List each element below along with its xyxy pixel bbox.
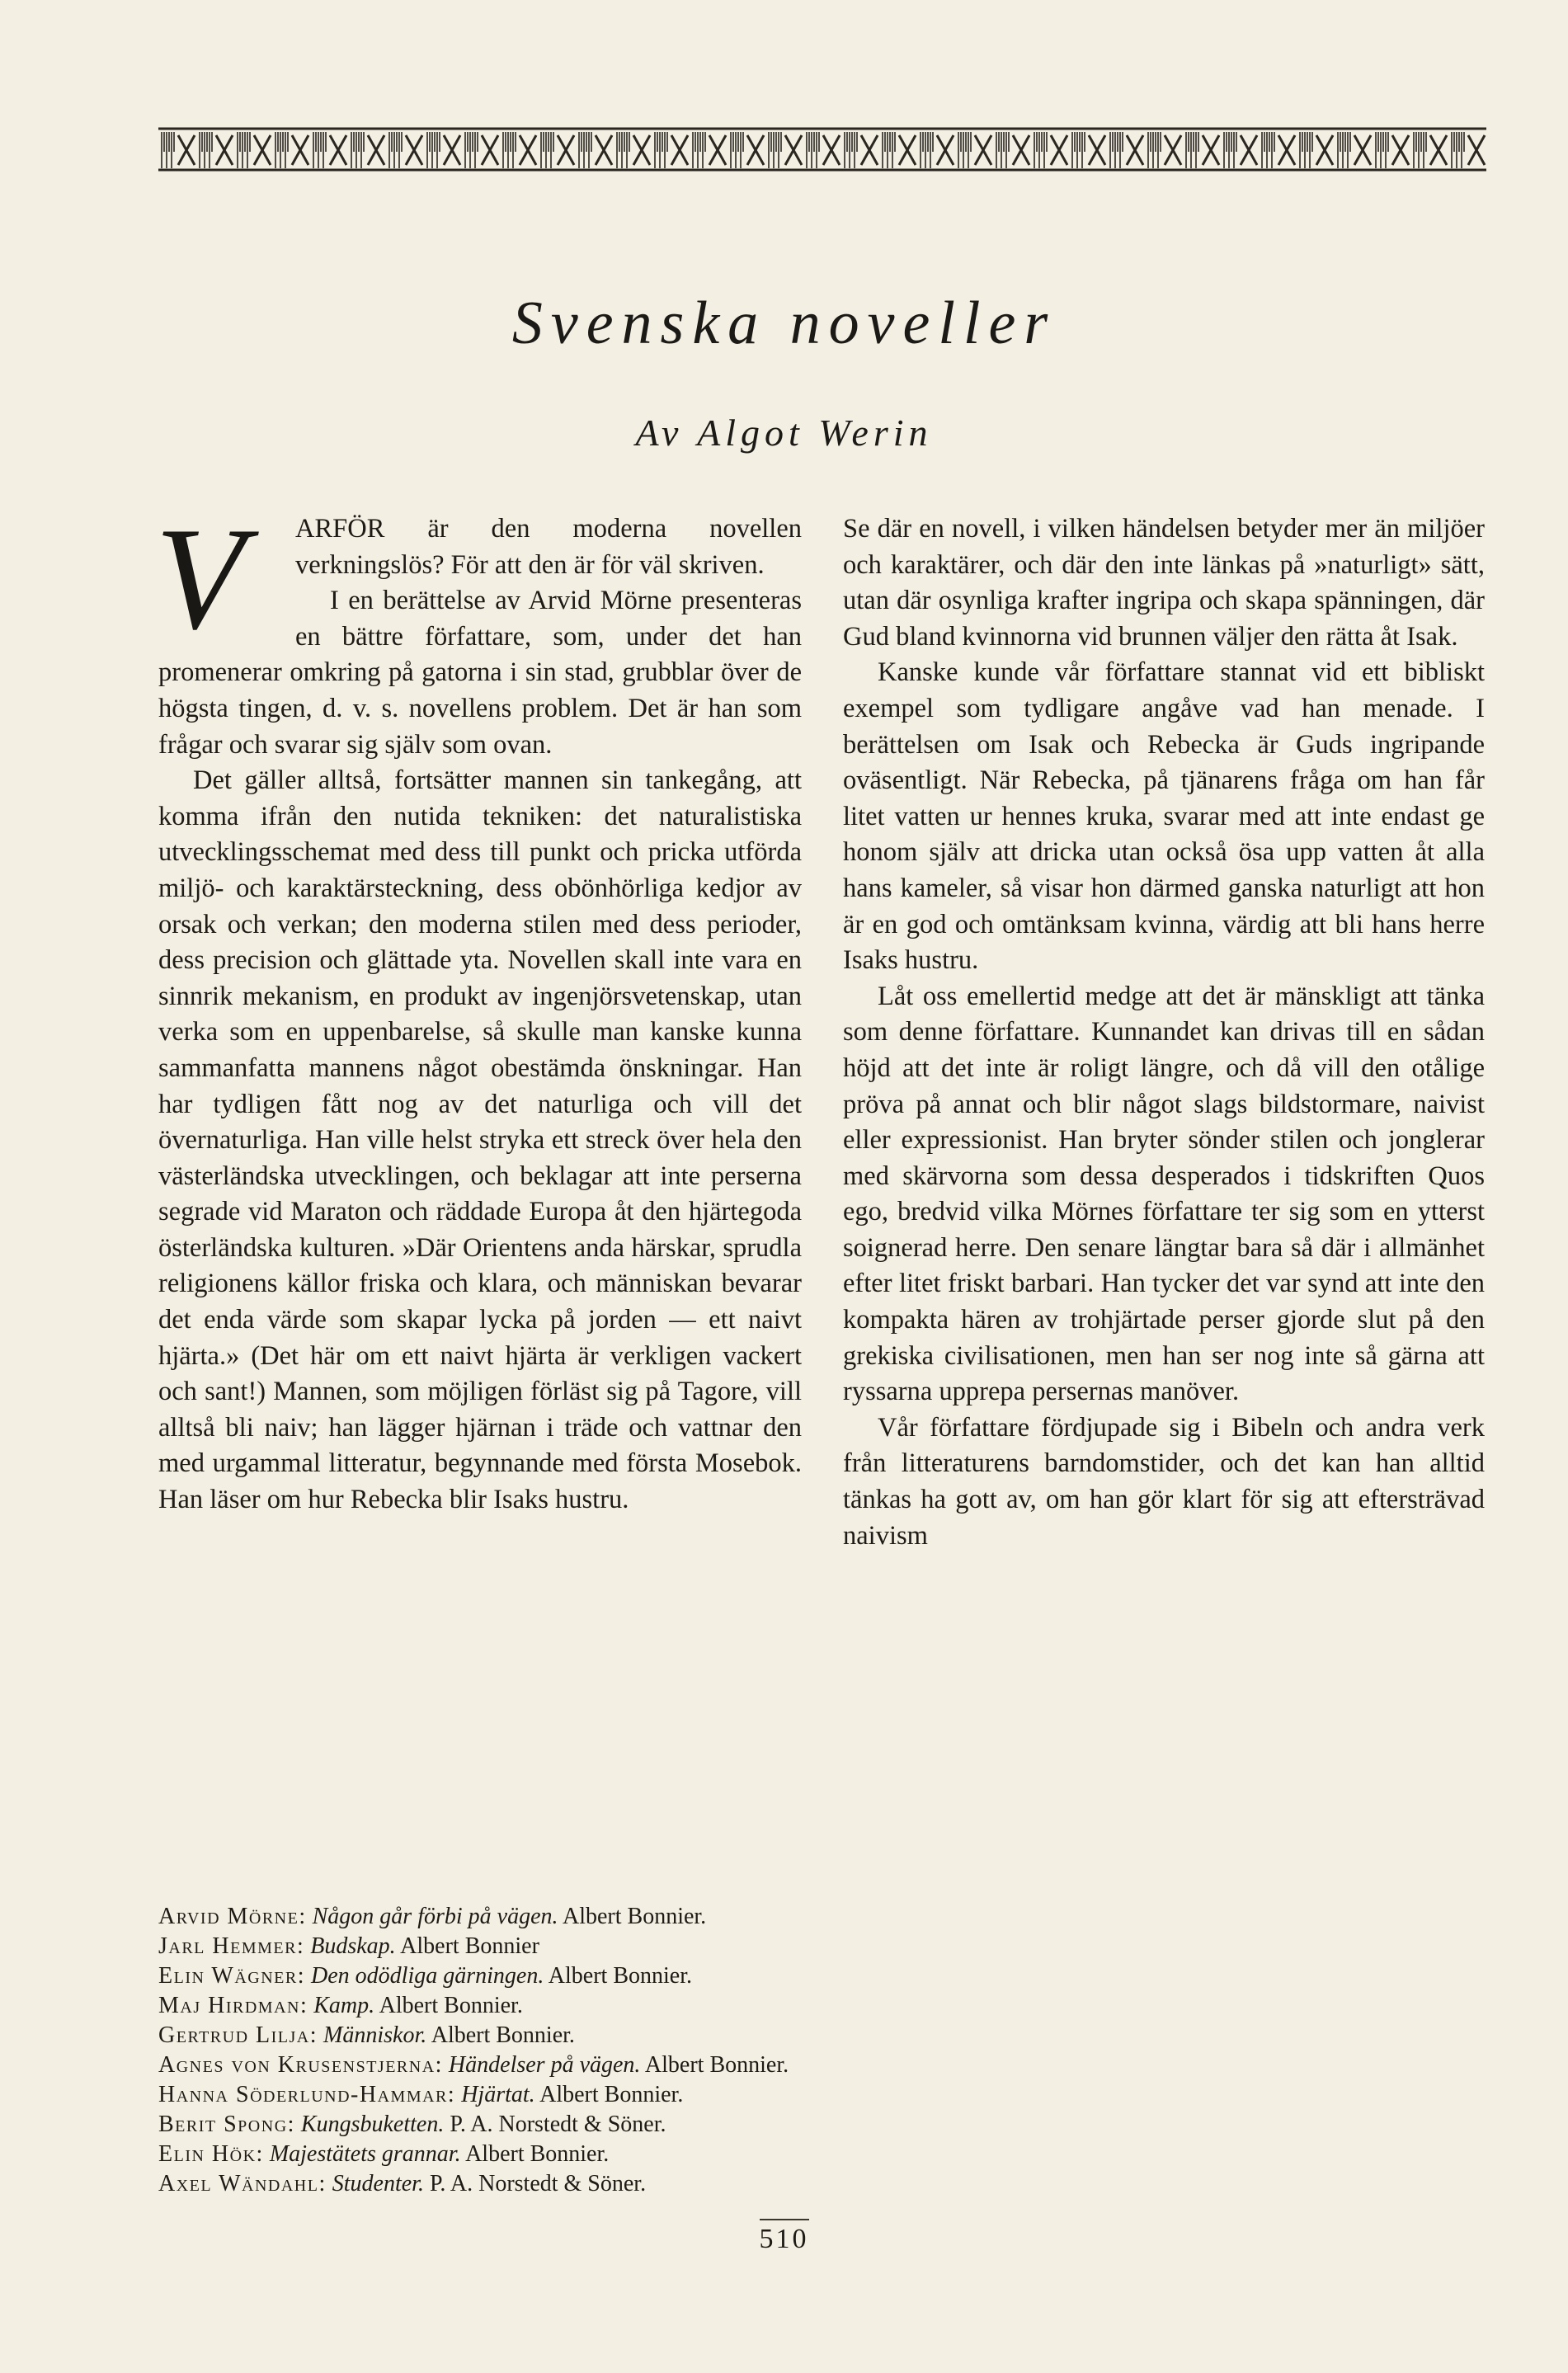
reference-item bbox=[158, 2169, 1396, 2199]
ref-author: Berit Spong: bbox=[158, 2112, 295, 2137]
ref-author: Elin Wägner: bbox=[158, 1963, 306, 1989]
reference-item bbox=[158, 2140, 1396, 2169]
reference-item bbox=[158, 1991, 1396, 2021]
reference-item bbox=[158, 1932, 1396, 1961]
paragraph: Vår författare fördjupade sig i Bibeln och andra verk från litteraturens barndomstider, och det kan han alltid tänkas ha gott av, om han gör klart för sig att eftersträvad naivism bbox=[843, 1412, 1485, 1551]
ref-book: Studenter. bbox=[332, 2171, 424, 2196]
ref-publisher: Albert Bonnier bbox=[400, 1933, 539, 1959]
reference-item bbox=[158, 1961, 1396, 1991]
ref-publisher: Albert Bonnier. bbox=[644, 2052, 789, 2078]
reference-item bbox=[158, 2110, 1396, 2140]
ref-publisher: P. A. Norstedt & Söner. bbox=[429, 2171, 647, 2196]
right-column bbox=[843, 511, 1485, 1554]
ref-author: Axel Wändahl: bbox=[158, 2171, 327, 2196]
ref-publisher: Albert Bonnier. bbox=[431, 2022, 575, 2048]
paragraph: Det gäller alltså, fortsätter mannen sin tankegång, att komma ifrån den nutida tekniken: det naturalistiska utvecklingsschemat med dess till punkt och pricka utförda miljö- och karaktärsteckning, dess obönhörliga kedjor av orsak och verkan; den moderna stilen med dess perioder, dess precision och glättade yta. Novellen skall inte vara en sinnrik mekanism, en produkt av ingenjörsvetenskap, utan verka som en uppenbarelse, så skulle man kanske kunna sammanfatta mannens något obestämda önskningar. Han har tydligen fått nog av det naturliga och vill det övernaturliga. Han ville helst stryka ett streck över hela den västerländska utvecklingen, och beklagar att inte perserna segrade vid Maraton och räddade Europa åt den hjärtegoda österländska kulturen. »Där Orientens anda härskar, sprudla religionens källor friska och klara, och människan bevarar det enda värde som skapar lycka på jorden — ett naivt hjärta.» (Det här om ett naivt hjärta är verkligen vackert och sant!) Mannen, som möjligen förläst sig på Tagore, vill alltså bli naiv; han lägger hjärnan i träde och vattnar den med urgammal litteratur, begynnande med första Mosebok. Han läser om hur Rebecka blir Isaks hustru. bbox=[158, 765, 802, 1515]
paragraph: Se där en novell, i vilken händelsen betyder mer än miljöer och karaktärer, och där den inte länkas på »naturligt» sätt, utan där osynliga krafter ingripa och skapa spänningen, där Gud bland kvinnorna vid brunnen väljer den rätta åt Isak. bbox=[843, 514, 1485, 652]
ref-book: Budskap. bbox=[310, 1933, 396, 1959]
ref-author: Hanna Söderlund-Hammar: bbox=[158, 2082, 456, 2107]
reference-item bbox=[158, 2021, 1396, 2050]
ref-publisher: Albert Bonnier. bbox=[465, 2141, 610, 2167]
ref-book: Kamp. bbox=[313, 1993, 375, 2018]
reference-item bbox=[158, 1902, 1396, 1932]
paragraph: Kanske kunde vår författare stannat vid ett bibliskt exempel som tydligare angåve vad han menade. I berättelsen om Isak och Rebecka är Guds ingripande oväsentligt. När Rebecka, på tjänarens fråga om han får litet vatten ur hennes kruka, svarar med att inte endast ge honom själv att dricka utan också ösa upp vatten åt alla hans kameler, så visar hon därmed ganska naturligt att hon är en god och omtänksam kvinna, värdig att bli hans herre Isaks hustru. bbox=[843, 657, 1485, 976]
ornamental-border bbox=[158, 124, 1486, 175]
page-number-text: 510 bbox=[760, 2219, 809, 2255]
article-title: Svenska noveller bbox=[511, 290, 1057, 357]
reference-item bbox=[158, 2050, 1396, 2080]
reference-item bbox=[158, 2080, 1396, 2110]
ref-author: Arvid Mörne: bbox=[158, 1904, 307, 1929]
ref-publisher: Albert Bonnier. bbox=[548, 1963, 692, 1989]
ref-book: Människor. bbox=[323, 2022, 427, 2048]
ref-book: Någon går förbi på vägen. bbox=[312, 1904, 558, 1929]
ref-author: Gertrud Lilja: bbox=[158, 2022, 318, 2048]
article-byline: Av Algot Werin bbox=[635, 412, 933, 454]
ref-book: Den odödliga gärningen. bbox=[311, 1963, 544, 1989]
page-number bbox=[0, 2219, 1568, 2255]
ref-book: Händelser på vägen. bbox=[448, 2052, 641, 2078]
ref-publisher: Albert Bonnier. bbox=[539, 2082, 684, 2107]
ref-author: Agnes von Krusenstjerna: bbox=[158, 2052, 443, 2078]
left-column bbox=[155, 497, 802, 1518]
ref-publisher: P. A. Norstedt & Söner. bbox=[450, 2112, 666, 2137]
ref-author: Elin Hök: bbox=[158, 2141, 264, 2167]
ref-publisher: Albert Bonnier. bbox=[562, 1904, 707, 1929]
ref-book: Kungsbuketten. bbox=[300, 2112, 445, 2137]
ref-book: Majestätets grannar. bbox=[269, 2141, 461, 2167]
paragraph: ARFÖR är den moderna novellen verkningslös? För att den är för väl skriven. bbox=[295, 514, 802, 580]
ref-book: Hjärtat. bbox=[461, 2082, 535, 2107]
book-references bbox=[158, 1902, 1396, 2199]
ref-publisher: Albert Bonnier. bbox=[379, 1993, 523, 2018]
paragraph: I en berättelse av Arvid Mörne presenteras en bättre författare, som, under det han promenerar omkring på gatorna i sin stad, grubblar över de högsta tingen, d. v. s. novellens problem. Det är han som frågar och svarar sig själv som ovan. bbox=[158, 586, 802, 760]
ref-author: Jarl Hemmer: bbox=[158, 1933, 305, 1959]
paragraph: Låt oss emellertid medge att det är mänskligt att tänka som denne författare. Kunnandet kan drivas till en sådan höjd att det inte är roligt längre, och då vill den otålige pröva på annat och blir något slags bildstormare, naivist eller expressionist. Han bryter sönder stilen och jonglerar med skärvorna som dessa desperados i tidskriften Quos ego, bredvid vilka Mörnes författare ter sig som en ytterst soignerad herre. Den senare längtar bara så där i allmänhet efter litet friskt barbari. Han tycker det var synd att inte den kompakta hären av trohjärtade perser gjorde slut på den grekiska civilisationen, men han ser nog inte så gärna att ryssarna upprepa persernas manöver. bbox=[843, 981, 1485, 1407]
ref-author: Maj Hirdman: bbox=[158, 1993, 308, 2018]
drop-cap: V bbox=[155, 497, 245, 660]
